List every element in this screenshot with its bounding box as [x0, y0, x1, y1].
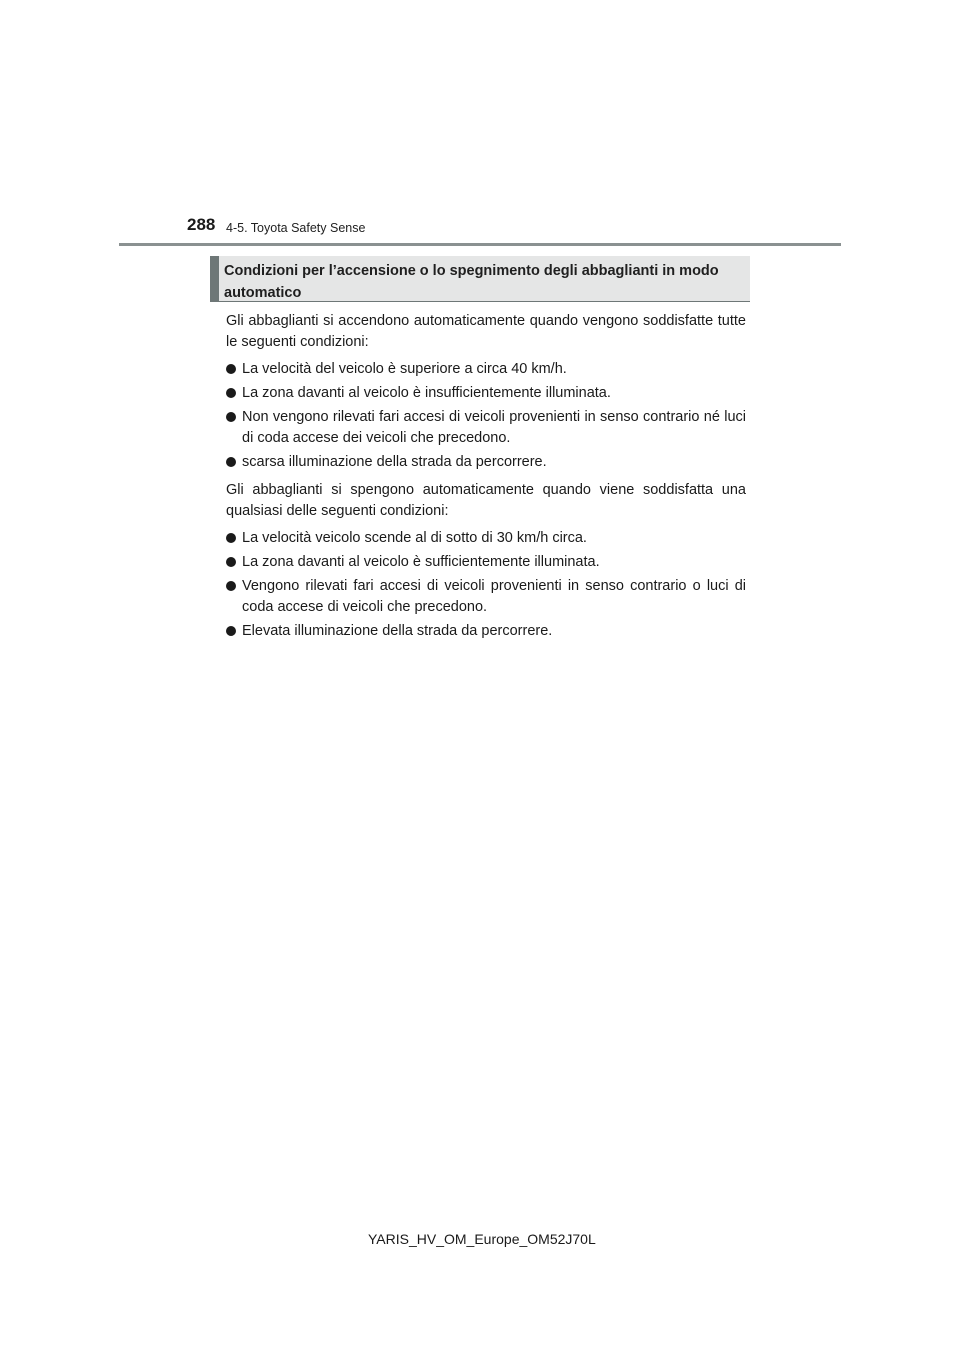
page-number: 288 [187, 215, 216, 234]
list-item [226, 576, 746, 618]
bullet-icon [226, 533, 236, 543]
list-item [226, 621, 746, 642]
list-item [226, 528, 746, 549]
list-item-text: Elevata illuminazione della strada da percorrere. [242, 623, 553, 639]
list-item [226, 452, 746, 473]
list-item [226, 359, 746, 380]
main-content [226, 311, 746, 649]
list-item-text: La velocità del veicolo è superiore a circa 40 km/h. [242, 361, 567, 377]
bullet-icon [226, 364, 236, 374]
list-item [226, 407, 746, 449]
list-item-text: La velocità veicolo scende al di sotto di 30 km/h circa. [242, 530, 587, 546]
list-item-text: Vengono rilevati fari accesi di veicoli provenienti in senso contrario o luci di coda accese di veicoli che precedono. [242, 578, 746, 615]
header-divider [119, 243, 841, 246]
off-conditions-list [226, 528, 746, 642]
on-conditions-list [226, 359, 746, 473]
document-id: YARIS_HV_OM_Europe_OM52J70L [368, 1231, 596, 1247]
bullet-icon [226, 412, 236, 422]
bullet-icon [226, 388, 236, 398]
on-conditions-intro: Gli abbaglianti si accendono automaticamente quando vengono soddisfatte tutte le seguenti condizioni: [226, 313, 746, 350]
list-item-text: La zona davanti al veicolo è insufficientemente illuminata. [242, 385, 611, 401]
bullet-icon [226, 557, 236, 567]
callout-box [210, 256, 750, 302]
list-item [226, 383, 746, 404]
off-conditions-intro: Gli abbaglianti si spengono automaticamente quando viene soddisfatta una qualsiasi delle seguenti condizioni: [226, 482, 746, 519]
section-title: 4-5. Toyota Safety Sense [226, 221, 366, 235]
list-item-text: scarsa illuminazione della strada da percorrere. [242, 454, 547, 470]
bullet-icon [226, 581, 236, 591]
list-item-text: Non vengono rilevati fari accesi di veicoli provenienti in senso contrario né luci di coda accese dei veicoli che precedono. [242, 409, 746, 446]
bullet-icon [226, 626, 236, 636]
list-item [226, 552, 746, 573]
list-item-text: La zona davanti al veicolo è sufficientemente illuminata. [242, 554, 600, 570]
callout-title: Condizioni per l’accensione o lo spegnimento degli abbaglianti in modo automatico [224, 263, 719, 301]
bullet-icon [226, 457, 236, 467]
